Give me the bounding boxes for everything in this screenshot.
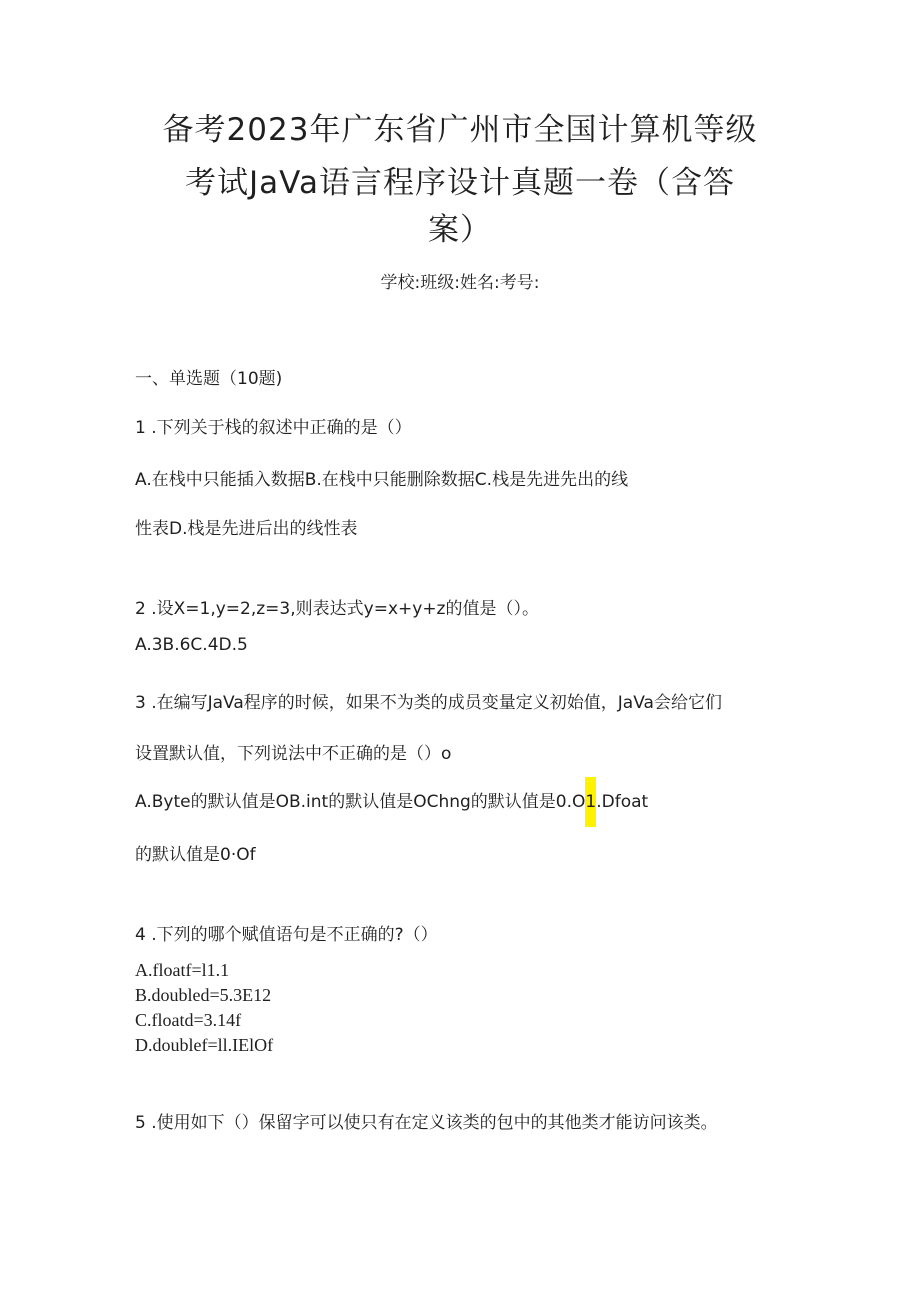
question-2-stem: 2 .设X=1,y=2,z=3,则表达式y=x+y+z的值是（）。: [135, 599, 539, 619]
question-4-option-c: C.floatd=3.14f: [135, 1010, 242, 1030]
student-info-line: 学校:班级:姓名:考号:: [380, 273, 540, 293]
question-4-stem: 4 .下列的哪个赋值语句是不正确的?（）: [135, 925, 438, 945]
document-title-line-2: 考试JaVa语言程序设计真题一卷（含答: [185, 165, 735, 201]
question-2-options: A.3B.6C.4D.5: [135, 635, 248, 655]
question-3-stem-line-2: 设置默认值，下列说法中不正确的是（）o: [135, 744, 452, 764]
question-4-option-a: A.floatf=l1.1: [135, 960, 230, 980]
question-4-option-b: B.doubled=5.3E12: [135, 985, 272, 1005]
question-3-options-line-2: 的默认值是0·Of: [135, 845, 256, 865]
question-4-options: [135, 958, 273, 1058]
question-1-options-line-1: A.在栈中只能插入数据B.在栈中只能删除数据C.栈是先进先出的线: [135, 470, 629, 490]
question-1-stem: 1 .下列关于栈的叙述中正确的是（）: [135, 418, 412, 438]
question-1-options-line-2: 性表D.栈是先进后出的线性表: [135, 519, 358, 539]
question-3-options-line-1: [135, 777, 648, 827]
highlight-mark: 1: [585, 777, 596, 827]
question-5-stem: 5 .使用如下（）保留字可以使只有在定义该类的包中的其他类才能访问该类。: [135, 1113, 718, 1133]
question-3-options-text-after: .Dfoat: [596, 792, 649, 812]
document-title-line-1: 备考2023年广东省广州市全国计算机等级: [162, 112, 758, 148]
section-heading: 一、单选题（10题): [135, 369, 283, 389]
question-3-options-text-before: A.Byte的默认值是OB.int的默认值是OChng的默认值是0.O: [135, 792, 586, 812]
question-4-option-d: D.doublef=ll.IElOf: [135, 1035, 274, 1055]
document-title-line-3: 案）: [428, 212, 492, 248]
question-3-stem-line-1: 3 .在编写JaVa程序的时候，如果不为类的成员变量定义初始值，JaVa会给它们: [135, 693, 722, 713]
